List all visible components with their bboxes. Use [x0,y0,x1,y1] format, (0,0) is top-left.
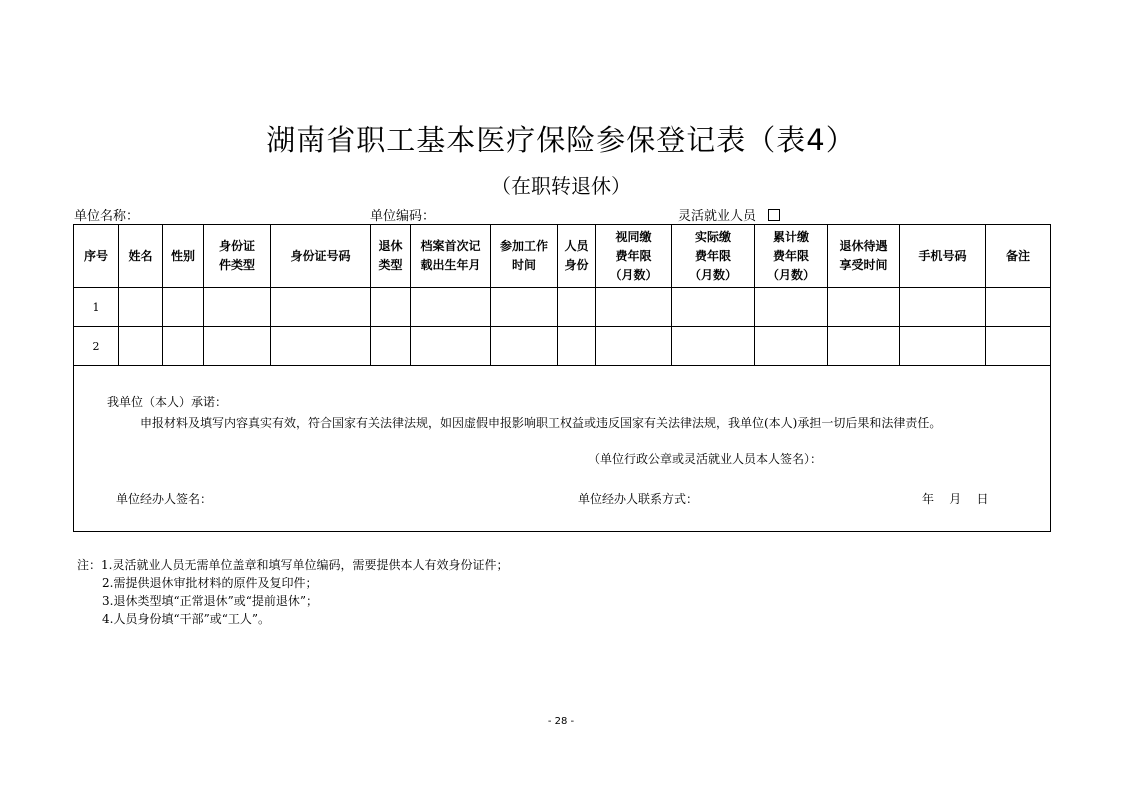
column-header-text: 备注 [1005,248,1030,263]
column-header-text: （月数） [688,267,737,282]
table-cell[interactable] [271,327,371,366]
table-cell[interactable] [672,288,755,327]
column-header [558,225,596,288]
pledge-section [74,366,1051,532]
table-cell[interactable] [558,327,596,366]
unit-name-label: 单位名称： [74,209,140,224]
table-cell[interactable] [558,288,596,327]
column-header-text: 费年限 [615,248,652,263]
column-header [74,225,119,288]
flexible-employment-field [678,205,780,224]
column-header-text: 退休 [378,239,403,253]
column-header [755,225,828,288]
column-header-text: （月数） [609,267,658,282]
column-header [204,225,271,288]
seal-signature-label: （单位行政公章或灵活就业人员本人签名）： [588,452,823,466]
column-header-text: 身份证 [218,239,255,253]
column-header-text: 姓名 [128,248,153,263]
row-number: 2 [74,327,119,366]
table-row [74,327,1051,366]
pledge-row [74,366,1051,532]
column-header-text: 性别 [170,248,195,263]
column-header-text: 人员 [564,239,589,253]
column-header [371,225,411,288]
flexible-employment-label: 灵活就业人员 [678,209,757,224]
table-cell[interactable] [119,288,163,327]
note-item: 2.需提供退休审批材料的原件及复印件； [102,576,318,590]
column-header [411,225,491,288]
table-cell[interactable] [755,288,828,327]
table-cell[interactable] [411,288,491,327]
flexible-employment-checkbox[interactable] [768,209,780,221]
table-row [74,288,1051,327]
table-cell[interactable] [371,288,411,327]
table-cell[interactable] [596,327,672,366]
column-header [986,225,1051,288]
column-header-text: 视同缴 [615,229,652,244]
table-cell[interactable] [900,288,986,327]
column-header-text: 时间 [511,258,536,272]
table-cell[interactable] [900,327,986,366]
column-header-text: 实际缴 [694,229,731,244]
column-header-text: 手机号码 [918,248,967,263]
column-header [271,225,371,288]
note-item: 4.人员身份填“干部”或“工人”。 [102,612,270,626]
table-cell[interactable] [491,327,558,366]
column-header-text: 序号 [83,248,108,263]
table-cell[interactable] [371,327,411,366]
notes-section [77,556,508,628]
note-item: 注：1.灵活就业人员无需单位盖章和填写单位编码，需要提供本人有效身份证件； [77,558,509,572]
column-header-text: （月数） [766,267,815,282]
column-header [828,225,900,288]
column-header-text: 退休待遇 [839,239,888,253]
column-header [596,225,672,288]
column-header-text: 费年限 [772,248,809,263]
column-header-text: 件类型 [218,258,255,272]
column-header-text: 享受时间 [839,258,888,272]
pledge-body: 申报材料及填写内容真实有效，符合国家有关法律法规，如因虚假申报影响职工权益或违反国家有关法律法规，我单位(本人)承担一切后果和法律责任。 [140,416,942,430]
table-cell[interactable] [828,327,900,366]
column-header [900,225,986,288]
form-subtitle: （在职转退休） [491,174,631,198]
handler-signature-label: 单位经办人签名： [116,492,213,506]
table-cell[interactable] [163,327,204,366]
table-cell[interactable] [163,288,204,327]
column-header-text: 参加工作 [499,239,548,253]
form-title: 湖南省职工基本医疗保险参保登记表（表4） [266,123,856,157]
column-header [163,225,204,288]
table-header-row [74,225,1051,288]
column-header-text: 类型 [378,258,403,272]
column-header [672,225,755,288]
column-header [119,225,163,288]
column-header [491,225,558,288]
pledge-intro: 我单位（本人）承诺： [107,395,228,409]
row-number: 1 [74,288,119,327]
registration-table [73,224,1051,532]
table-cell[interactable] [204,327,271,366]
table-cell[interactable] [119,327,163,366]
table-cell[interactable] [986,288,1051,327]
handler-contact-label: 单位经办人联系方式： [578,492,699,506]
column-header-text: 档案首次记 [420,239,481,253]
table-cell[interactable] [828,288,900,327]
table-cell[interactable] [204,288,271,327]
table-cell[interactable] [271,288,371,327]
column-header-text: 累计缴 [772,229,809,244]
table-cell[interactable] [596,288,672,327]
note-item: 3.退休类型填“正常退休”或“提前退休”； [102,594,318,608]
column-header-text: 费年限 [694,248,731,263]
column-header-text: 身份证号码 [290,248,351,263]
date-label: 年 月 日 [922,492,989,506]
column-header-text: 载出生年月 [420,258,481,272]
page-number: - 28 - [547,716,575,727]
column-header-text: 身份 [564,258,589,272]
table-cell[interactable] [411,327,491,366]
table-cell[interactable] [755,327,828,366]
table-cell[interactable] [491,288,558,327]
table-cell[interactable] [672,327,755,366]
unit-code-label: 单位编码： [370,209,436,224]
table-cell[interactable] [986,327,1051,366]
